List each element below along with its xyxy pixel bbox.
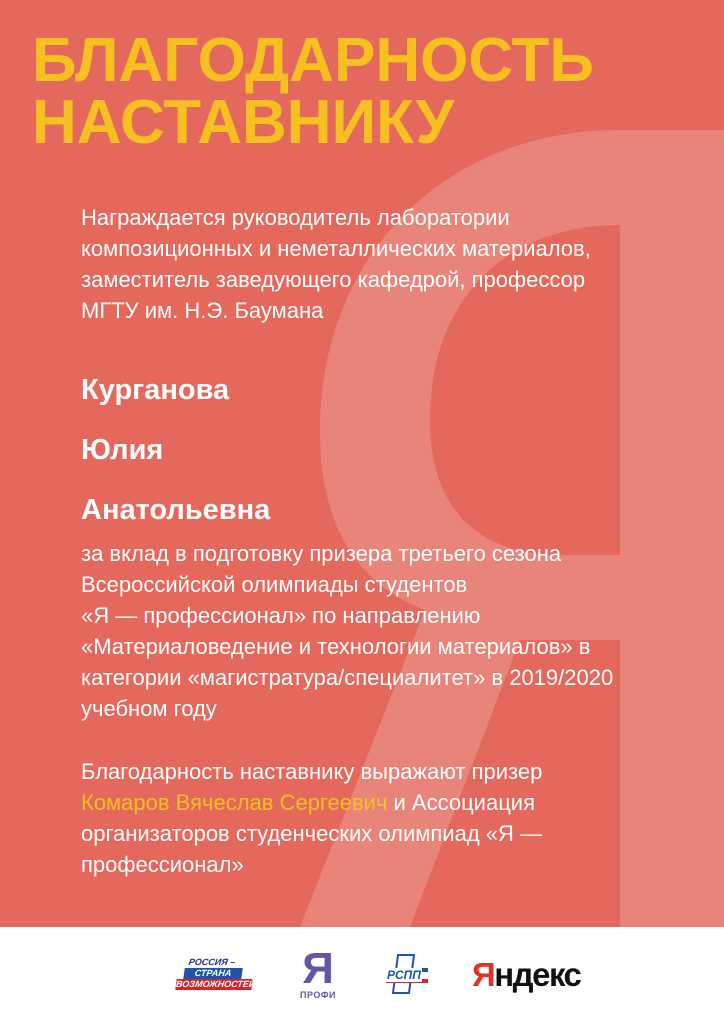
rspp-text: РСПП <box>387 968 421 982</box>
reason-line: «Я — профессионал» по направлению <box>81 603 481 628</box>
yandex-logo <box>472 955 580 995</box>
award-line: заместитель заведующего кафедрой, профессор <box>81 267 586 292</box>
russia-opportunities-logo <box>176 957 254 993</box>
partner-logos <box>0 927 724 1024</box>
yandex-logo-rest: ндекс <box>494 956 581 993</box>
page-title <box>32 26 594 157</box>
recipient-first-name: Юлия <box>81 434 164 466</box>
title-line-2: НАСТАВНИКУ <box>32 88 455 157</box>
reason-description <box>81 538 701 724</box>
reason-line: Всероссийской олимпиады студентов <box>81 572 468 597</box>
thanks-line-2 <box>81 787 701 818</box>
rspp-logo <box>382 951 434 997</box>
award-line: Награждается руководитель лаборатории <box>81 205 510 230</box>
thanks-line-suffix: и Ассоциация <box>387 790 536 815</box>
award-line: композиционных и неметаллических материалов, <box>81 236 591 261</box>
russia-logo-line-3: ВОЗМОЖНОСТЕЙ <box>175 979 256 989</box>
russia-logo-line-2: СТРАНА <box>183 968 243 979</box>
winner-name: Комаров Вячеслав Сергеевич <box>81 790 388 815</box>
russia-logo-line-1: РОССИЯ – <box>188 957 237 967</box>
ya-profi-text: ПРОФИ <box>299 990 336 1000</box>
reason-line: за вклад в подготовку призера третьего сезона <box>81 541 562 566</box>
thanks-line: Благодарность наставнику выражают призер <box>81 759 543 784</box>
reason-line: категории «магистратура/специалитет» в 2019/2020 <box>81 665 614 690</box>
recipient-surname: Курганова <box>81 374 230 406</box>
reason-line: «Материаловедение и технологии материалов» в <box>81 634 591 659</box>
yandex-logo-first: Я <box>472 956 495 993</box>
ya-profi-logo <box>298 944 338 1005</box>
award-description <box>81 202 701 326</box>
thanks-line: организаторов студенческих олимпиад «Я — <box>81 821 543 846</box>
recipient-name <box>81 360 270 540</box>
ya-profi-mark: Я <box>302 944 334 993</box>
thanks-description <box>81 756 701 880</box>
award-line: МГТУ им. Н.Э. Баумана <box>81 298 324 323</box>
thanks-line: профессионал» <box>81 852 244 877</box>
reason-line: учебном году <box>81 696 217 721</box>
recipient-patronymic: Анатольевна <box>81 494 271 526</box>
title-line-1: БЛАГОДАРНОСТЬ <box>32 26 594 95</box>
